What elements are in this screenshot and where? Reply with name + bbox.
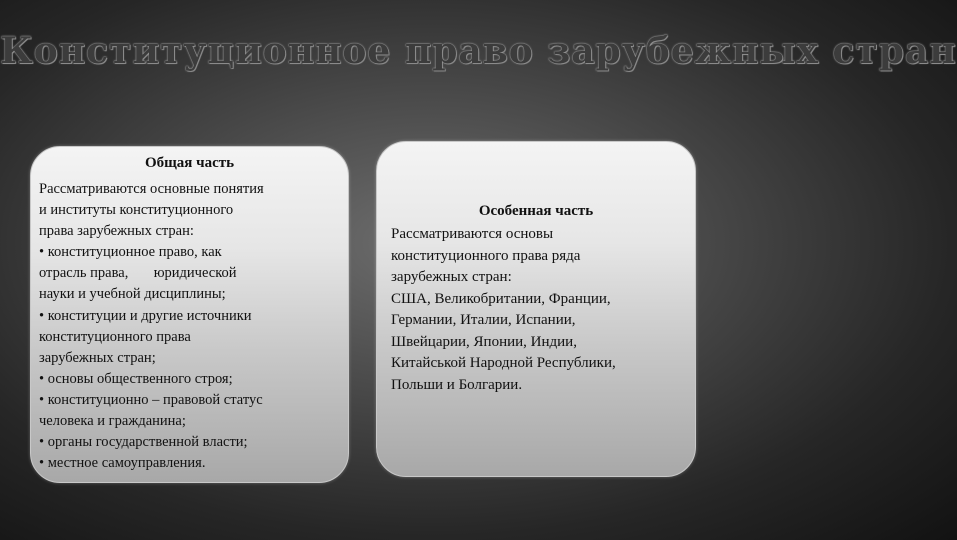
text-line: человека и гражданина; [39, 413, 186, 430]
general-part-heading: Общая часть [144, 155, 235, 171]
text-line: конституционного права ряда [391, 247, 581, 264]
general-part-box [30, 146, 349, 483]
text-line: Китайськой Народной Республики, [391, 355, 616, 371]
text-line: Рассматриваются основные понятия [39, 181, 264, 197]
text-line: отрасль права, юридической [39, 265, 237, 282]
special-part-box [376, 141, 696, 477]
text-line: права зарубежных стран: [39, 223, 194, 240]
text-line: США, Великобритании, Франции, [391, 290, 611, 307]
text-line: • конституционно – правовой статус [39, 391, 263, 408]
text-line: • конституционное право, как [39, 244, 222, 261]
special-part-text [391, 224, 687, 396]
text-line: зарубежных стран: [391, 269, 512, 285]
text-line: • местное самоуправления. [39, 455, 206, 472]
text-line: • основы общественного строя; [39, 370, 233, 387]
text-line: зарубежных стран; [39, 349, 156, 366]
slide-title: Конституционное право зарубежных стран [0, 30, 957, 72]
general-part-text [39, 179, 340, 474]
text-line: Швейцарии, Японии, Индии, [391, 333, 577, 350]
special-part-heading: Особенная часть [478, 203, 594, 219]
text-line: Польши и Болгарии. [391, 376, 523, 393]
text-line: • конституции и другие источники [39, 307, 252, 324]
text-line: науки и учебной дисциплины; [39, 286, 226, 303]
text-line: конституционного права [39, 328, 191, 345]
text-line: Германии, Италии, Испании, [391, 312, 576, 328]
text-line: Рассматриваются основы [391, 226, 554, 242]
text-line: • органы государственной власти; [39, 434, 248, 451]
text-line: и институты конституционного [39, 202, 234, 219]
